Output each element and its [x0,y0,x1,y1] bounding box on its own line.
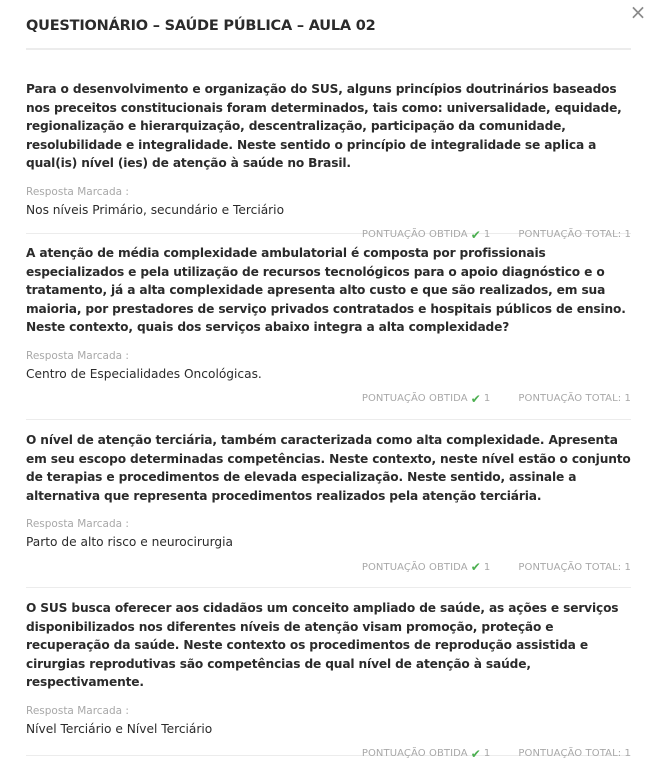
score-total-label: PONTUAÇÃO TOTAL: [518,561,622,573]
score-total [518,748,631,759]
score-total-value: 1 [624,561,631,573]
question-text: O SUS busca oferecer aos cidadãos um conceito ampliado de saúde, as ações e serviços disponibilizados nos diferentes níveis de atenção visam promoção, proteção e recuperação da saúde. Neste contexto os procedimentos de reprodução assistida e cirurgias reprodutivas são competências de qual nível de atenção à saúde, respectivamente. [26,601,619,689]
question-text: Para o desenvolvimento e organização do SUS, alguns princípios doutrinários baseados nos preceitos constitucionais foram determinados, tais como: universalidade, equidade, regionalização e hierarquização, descentralização, participação da comunidade, resolubilidade e integralidade. Neste sentido o princípio de integralidade se aplica a qual(is) nível (ies) de atenção à saúde no Brasil. [26,82,622,170]
check-icon: ✔ [470,227,481,242]
score-obtained-value: 1 [483,393,491,404]
answer-value: Centro de Especialidades Oncológicas. [26,366,262,381]
score-total-label: PONTUAÇÃO TOTAL: [518,393,622,404]
score-obtained-label: PONTUAÇÃO OBTIDA [361,229,468,240]
score-obtained [362,560,491,574]
score-total-label: PONTUAÇÃO TOTAL: [518,229,622,240]
check-icon: ✔ [470,746,481,761]
score-obtained-label: PONTUAÇÃO OBTIDA [361,748,468,759]
score-row [26,747,631,761]
score-total-value: 1 [624,393,631,404]
score-obtained-value: 1 [483,229,491,240]
question-text: O nível de atenção terciária, também caracterizada como alta complexidade. Apresenta em seu escopo determinadas competências. Neste contexto, neste nível estão o conjunto de terapias e procedimentos de elevada especialização. Neste sentido, assinale a alternativa que representa procedimentos realizados pela atenção terciária. [26,433,631,503]
score-total [518,393,631,404]
quiz-modal [26,0,647,761]
score-total [518,562,631,573]
answer-value: Parto de alto risco e neurocirurgia [26,535,233,549]
answer-value: Nível Terciário e Nível Terciário [26,721,213,736]
answer-label: Resposta Marcada : [26,349,129,362]
score-obtained [362,747,491,761]
score-obtained [362,392,491,406]
score-obtained-label: PONTUAÇÃO OBTIDA [361,393,468,404]
answer-label: Resposta Marcada : [26,185,129,198]
question-item [26,588,631,761]
score-total-value: 1 [624,229,631,240]
question-item [26,420,631,588]
question-text: A atenção de média complexidade ambulatorial é composta por profissionais especializados e pela utilização de recursos tecnológicos para o apoio diagnóstico e o tratamento, já a alta complexidade apresenta alto custo e que são realizados, em sua maioria, por prestadores de serviço privados contratados e hospitais públicos de ensino. Neste contexto, quais dos serviços abaixo integra a alta complexidade? [26,246,626,334]
score-obtained-value: 1 [483,748,491,759]
score-total-value: 1 [624,748,631,759]
score-obtained-label: PONTUAÇÃO OBTIDA [361,561,468,573]
answer-label: Resposta Marcada : [26,518,129,530]
page-title: QUESTIONÁRIO – SAÚDE PÚBLICA – AULA 02 [26,18,376,34]
answer-label: Resposta Marcada : [26,704,129,717]
close-icon[interactable]: × [629,0,647,24]
score-row [26,392,631,406]
check-icon: ✔ [470,391,481,406]
answer-value: Nos níveis Primário, secundário e Terciário [26,202,285,217]
score-obtained-value: 1 [483,561,491,573]
check-icon: ✔ [470,560,481,574]
score-total-label: PONTUAÇÃO TOTAL: [518,748,622,759]
score-row [26,560,631,574]
modal-header [26,0,647,50]
question-item [26,234,631,420]
question-item [26,50,631,242]
